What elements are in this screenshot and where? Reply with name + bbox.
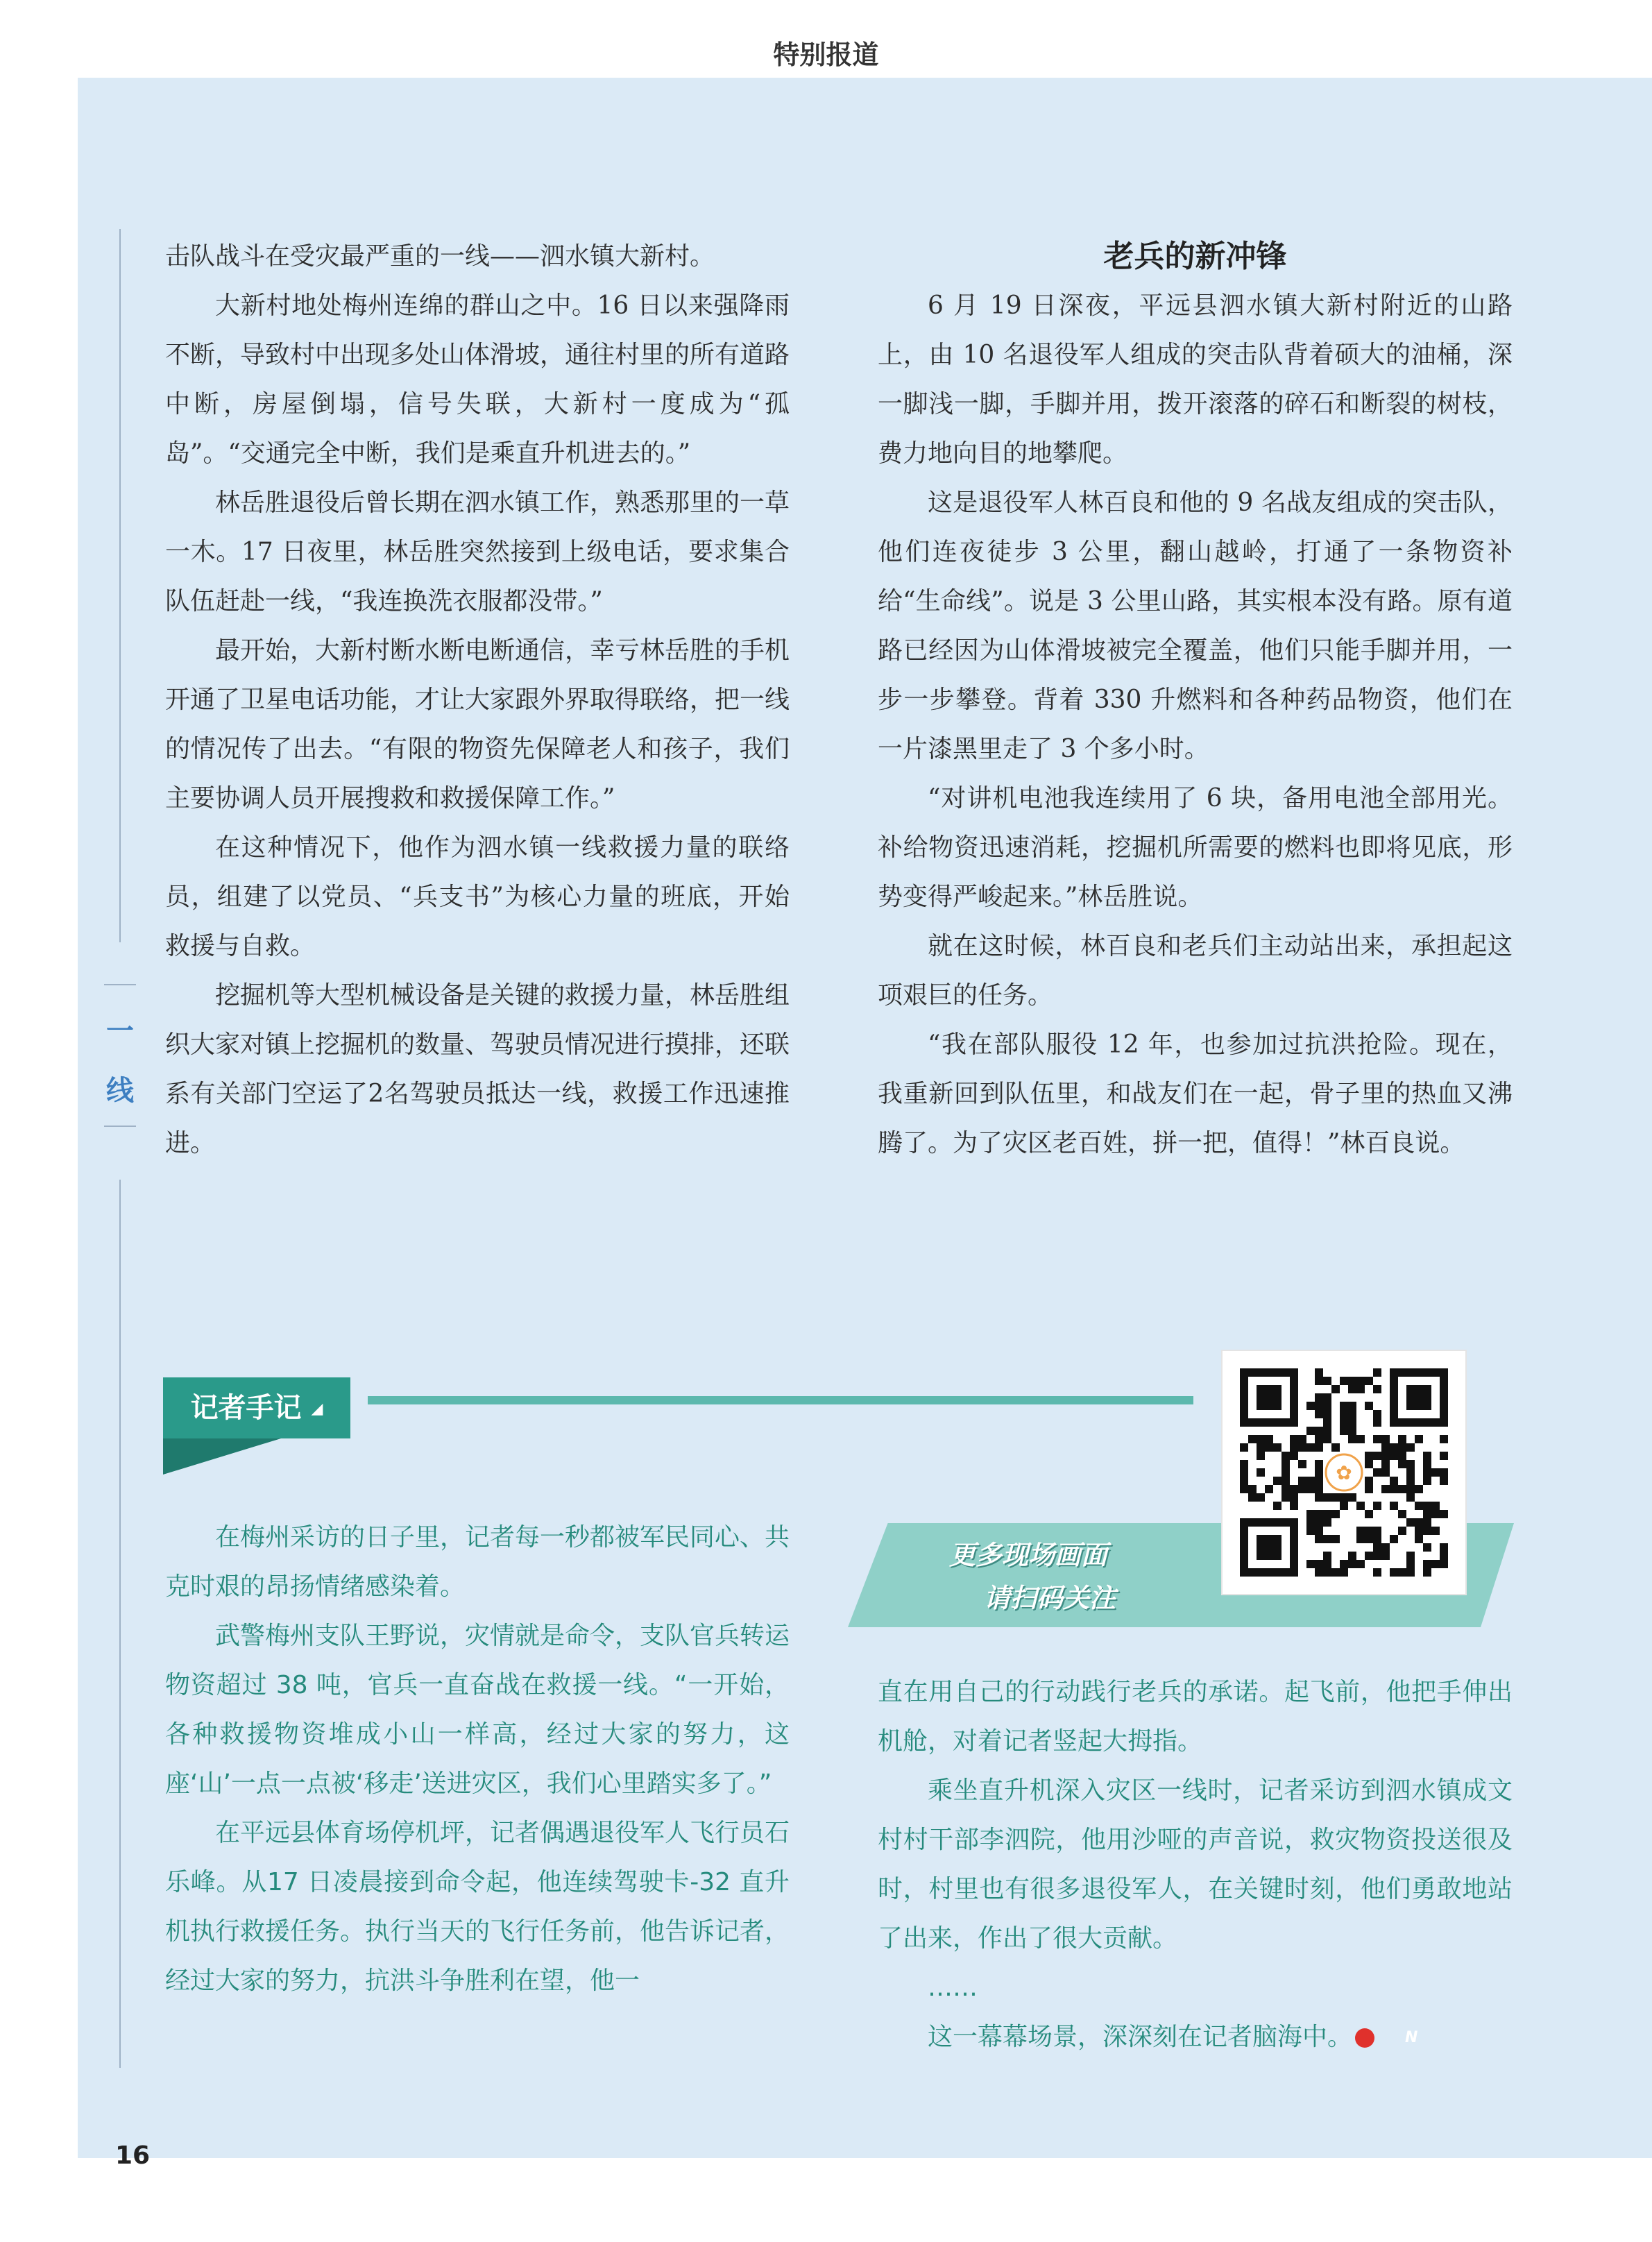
paragraph: 击队战斗在受灾最严重的一线——泗水镇大新村。 [165, 242, 715, 271]
notes-tag [163, 1377, 350, 1438]
qr-code[interactable] [1221, 1350, 1467, 1595]
paragraph: “对讲机电池我连续用了 6 块，备用电池全部用光。补给物资迅速消耗，挖掘机所需要的燃料也即将见底，形势变得严峻起来。”林岳胜说。 [878, 784, 1513, 911]
paragraph: 大新村地处梅州连绵的群山之中。16 日以来强降雨不断，导致村中出现多处山体滑坡，通往村里的所有道路中断，房屋倒塌，信号失联，大新村一度成为“孤岛”。“交通完全中断，我们是乘直升机进去的。” [165, 291, 790, 468]
paragraph: 武警梅州支队王野说，灾情就是命令，支队官兵转运物资超过 38 吨，官兵一直奋战在救援一线。“一开始，各种救援物资堆成小山一样高，经过大家的努力，这座‘山’一点一点被‘移走’送进灾区，我们心里踏实多了。” [165, 1622, 790, 1798]
section-label: 特别报道 [773, 40, 879, 70]
side-divider-bottom [119, 1180, 121, 2068]
paragraph: “我在部队服役 12 年，也参加过抗洪抢险。现在，我重新回到队伍里，和战友们在一起，骨子里的热血又沸腾了。为了灾区老百姓，拼一把，值得！”林百良说。 [878, 1030, 1513, 1157]
paragraph: 在这种情况下，他作为泗水镇一线救援力量的联络员，组建了以党员、“兵支书”为核心力量的班底，开始救援与自救。 [165, 833, 790, 960]
notes-rule [368, 1396, 1193, 1404]
article-subheading: 老兵的新冲锋 [1103, 239, 1287, 274]
paragraph: 这是退役军人林百良和他的 9 名战友组成的突击队，他们连夜徒步 3 公里，翻山越岭，打通了一条物资补给“生命线”。说是 3 公里山路，其实根本没有路。原有道路已经因为山体滑坡被完全覆盖，他们只能手脚并用，一步一步攀登。背着 330 升燃料和各种药品物资，他们在一片漆黑里走了 3 个多小时。 [878, 489, 1513, 763]
notes-left-column [165, 1513, 790, 2005]
paragraph: 直在用自己的行动践行老兵的承诺。起飞前，他把手伸出机舱，对着记者竖起大拇指。 [878, 1678, 1513, 1756]
qr-banner-line1: 更多现场画面 [949, 1540, 1108, 1570]
paragraph: 林岳胜退役后曾长期在泗水镇工作，熟悉那里的一草一木。17 日夜里，林岳胜突然接到上级电话，要求集合队伍赶赴一线，“我连换洗衣服都没带。” [165, 489, 790, 615]
side-tick-top [104, 984, 136, 985]
notes-right-column [878, 1667, 1513, 2062]
side-marker-bottom: 线 [106, 1075, 134, 1107]
closing-text: 这一幕幕场景，深深刻在记者脑海中。 [928, 2023, 1353, 2051]
side-tick-bottom [104, 1126, 136, 1127]
notes-tag-label: 记者手记 [190, 1392, 302, 1424]
paragraph: 最开始，大新村断水断电断通信，幸亏林岳胜的手机开通了卫星电话功能，才让大家跟外界取得联络，把一线的情况传了出去。“有限的物资先保障老人和孩子，我们主要协调人员开展搜救和救援保障工作。” [165, 636, 790, 813]
side-divider-top [119, 229, 121, 942]
notes-tag-flap [163, 1438, 281, 1475]
paragraph: 挖掘机等大型机械设备是关键的救援力量，林岳胜组织大家对镇上挖掘机的数量、驾驶员情况进行摸排，还联系有关部门空运了2名驾驶员抵达一线，救援工作迅速推进。 [165, 981, 790, 1157]
page-number: 16 [115, 2141, 151, 2170]
article-left-column [165, 232, 790, 1168]
qr-code-icon [1240, 1368, 1448, 1577]
corner-triangle-icon: ◢ [311, 1400, 323, 1418]
end-mark-icon: N [1355, 2028, 1374, 2048]
paragraph [878, 2012, 1513, 2062]
paragraph: 就在这时候，林百良和老兵们主动站出来，承担起这项艰巨的任务。 [878, 932, 1513, 1010]
paragraph: …… [928, 1973, 978, 2002]
paragraph: 在平远县体育场停机坪，记者偶遇退役军人飞行员石乐峰。从17 日凌晨接到命令起，他连续驾驶卡-32 直升机执行救援任务。执行当天的飞行任务前，他告诉记者，经过大家的努力，抗洪斗争胜利在望，他一 [165, 1819, 790, 1995]
paragraph: 6 月 19 日深夜，平远县泗水镇大新村附近的山路上，由 10 名退役军人组成的突击队背着硕大的油桶，深一脚浅一脚，手脚并用，拨开滚落的碎石和断裂的树枝，费力地向目的地攀爬。 [878, 291, 1513, 468]
paragraph: 乘坐直升机深入灾区一线时，记者采访到泗水镇成文村村干部李泗院，他用沙哑的声音说，救灾物资投送很及时，村里也有很多退役军人，在关键时刻，他们勇敢地站了出来，作出了很大贡献。 [878, 1776, 1513, 1953]
paragraph: 在梅州采访的日子里，记者每一秒都被军民同心、共克时艰的昂扬情绪感染着。 [165, 1523, 790, 1601]
qr-banner-line2: 请扫码关注 [984, 1583, 1116, 1613]
svg-text:✿: ✿ [1336, 1461, 1352, 1484]
article-right-column [878, 232, 1513, 1168]
side-marker-top: 一 [106, 1015, 134, 1047]
